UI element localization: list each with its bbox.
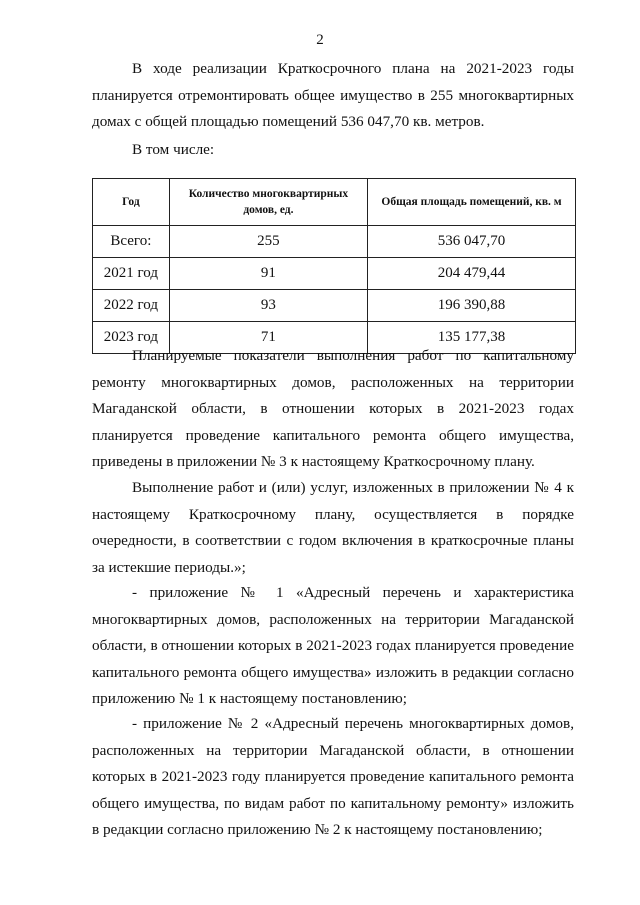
table-row xyxy=(93,226,576,258)
row-year: 2023 год xyxy=(93,322,170,354)
row-houses: 93 xyxy=(169,290,367,322)
row-houses: 255 xyxy=(169,226,367,258)
table-header-row xyxy=(93,179,576,226)
header-year: Год xyxy=(93,179,170,226)
header-total-area: Общая площадь помещений, кв. м xyxy=(368,179,576,226)
header-houses-count: Количество многоквартирных домов, ед. xyxy=(169,179,367,226)
summary-table xyxy=(92,178,576,354)
intro-paragraph: В ходе реализации Краткосрочного плана на 2021-2023 годы планируется отремонтировать общее имущество в 255 многоквартирных домах с общей площадью помещений 536 047,70 кв. метров. xyxy=(92,60,574,131)
indicators-paragraph: Планируемые показатели выполнения работ по капитальному ремонту многоквартирных домов, расположенных на территории Магаданской области, в отношении которых в 2021-2023 годах планируется проведение капитального ремонта общего имущества, приведены в приложении № 3 к настоящему Краткосрочному плану. xyxy=(92,347,574,471)
appendix-1-paragraph: - приложение № 1 «Адресный перечень и характеристика многоквартирных домов, расположенных на территории Магаданской области, в отношении которых в 2021-2023 годах планируется проведение капитального ремонта общего имущества» изложить в редакции согласно приложению № 1 к настоящему постановлению; xyxy=(92,584,574,708)
row-year: Всего: xyxy=(93,226,170,258)
page-number: 2 xyxy=(316,32,324,48)
including-label: В том числе: xyxy=(132,141,215,158)
row-houses: 71 xyxy=(169,322,367,354)
row-year: 2022 год xyxy=(93,290,170,322)
row-area: 536 047,70 xyxy=(368,226,576,258)
works-order-paragraph: Выполнение работ и (или) услуг, изложенных в приложении № 4 к настоящему Краткосрочному плану, осуществляется в порядке очередности, в соответствии с годом включения в краткосрочные планы за истекшие периоды.»; xyxy=(92,479,574,576)
row-houses: 91 xyxy=(169,258,367,290)
row-area: 204 479,44 xyxy=(368,258,576,290)
row-year: 2021 год xyxy=(93,258,170,290)
table-row xyxy=(93,258,576,290)
appendix-2-paragraph: - приложение № 2 «Адресный перечень многоквартирных домов, расположенных на территории Магаданской области, в отношении которых в 2021-2023 году планируется проведение капитального ремонта общего имущества, по видам работ по капитальному ремонту» изложить в редакции согласно приложению № 2 к настоящему постановлению; xyxy=(92,715,574,839)
table-row xyxy=(93,290,576,322)
row-area: 135 177,38 xyxy=(368,322,576,354)
row-area: 196 390,88 xyxy=(368,290,576,322)
